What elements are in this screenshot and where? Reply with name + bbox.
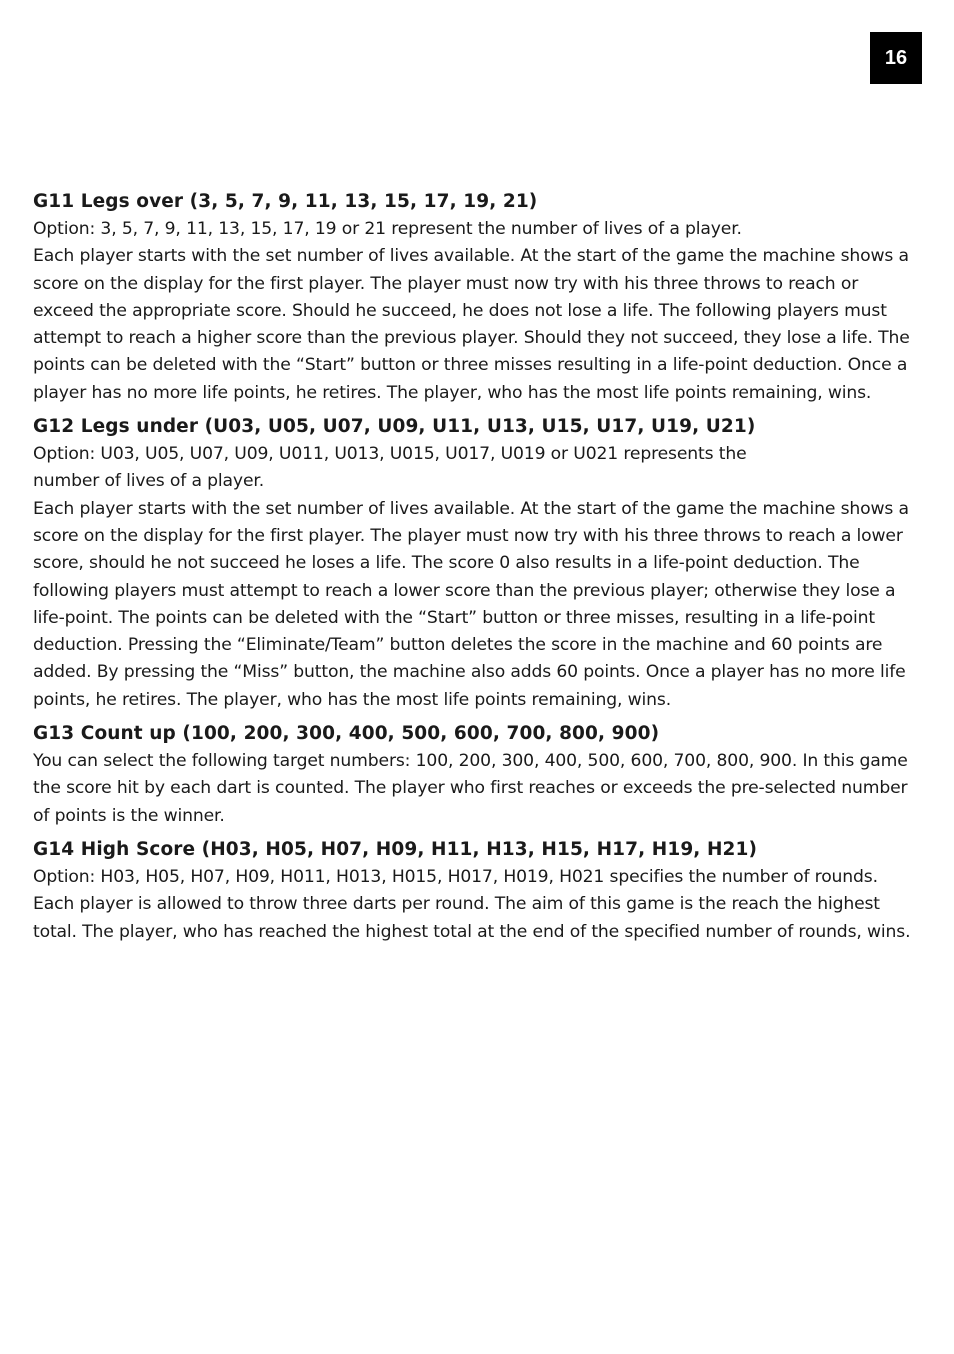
section-heading: G14 High Score (H03, H05, H07, H09, H11, H13, H15, H17, H19, H21) xyxy=(33,838,758,860)
description-paragraph: You can select the following target numbers: 100, 200, 300, 400, 500, 600, 700, 800, 900. In this game the score hit by each dart is counted. The player who first reaches or exceeds the pre-selected number of points is the winner. xyxy=(33,751,908,826)
section-g13-count-up xyxy=(33,720,923,830)
section-g11-legs-over xyxy=(33,188,923,407)
section-heading: G13 Count up (100, 200, 300, 400, 500, 600, 700, 800, 900) xyxy=(33,723,660,745)
section-g12-legs-under xyxy=(33,413,923,714)
description-paragraph: Each player starts with the set number of lives available. At the start of the game the machine shows a score on the display for the first player. The player must now try with his three throws to reach or exceed the appropriate score. Should he succeed, he does not lose a life. The following players must attempt to reach a higher score than the previous player. Should they not succeed, they lose a life. The points can be deleted with the “Start” button or three misses resulting in a life-point deduction. Once a player has no more life points, he retires. The player, who has the most life points remaining, wins. xyxy=(33,246,910,403)
page-number-badge xyxy=(870,32,922,84)
section-heading: G11 Legs over (3, 5, 7, 9, 11, 13, 15, 17, 19, 21) xyxy=(33,191,538,212)
option-paragraph: Option: 3, 5, 7, 9, 11, 13, 15, 17, 19 or 21 represent the number of lives of a player. xyxy=(33,219,742,239)
option-paragraph-continued: number of lives of a player. xyxy=(33,471,265,492)
description-paragraph: Option: H03, H05, H07, H09, H011, H013, H015, H017, H019, H021 specifies the number of rounds. Each player is allowed to throw three darts per round. The aim of this game is the reach the highest total. The player, who has reached the highest total at the end of the specified number of rounds, wins. xyxy=(33,866,911,942)
option-paragraph: Option: U03, U05, U07, U09, U011, U013, U015, U017, U019 or U021 represents the xyxy=(33,444,747,465)
page-number: 16 xyxy=(884,46,908,69)
manual-content xyxy=(33,188,923,952)
description-paragraph: Each player starts with the set number of lives available. At the start of the game the machine shows a score on the display for the first player. The player must now try with his three throws to reach a lower score, should he not succeed he loses a life. The score 0 also results in a life-point deduction. The following players must attempt to reach a lower score than the previous player; otherwise they lose a life-point. The points can be deleted with the “Start” button or three misses, resulting in a life-point deduction. Pressing the “Eliminate/Team” button deletes the score in the machine and 60 points are added. By pressing the “Miss” button, the machine also adds 60 points. Once a player has no more life points, he retires. The player, who has the most life points remaining, wins. xyxy=(33,498,909,710)
section-heading: G12 Legs under (U03, U05, U07, U09, U11, U13, U15, U17, U19, U21) xyxy=(33,416,756,438)
section-g14-high-score xyxy=(33,836,923,946)
